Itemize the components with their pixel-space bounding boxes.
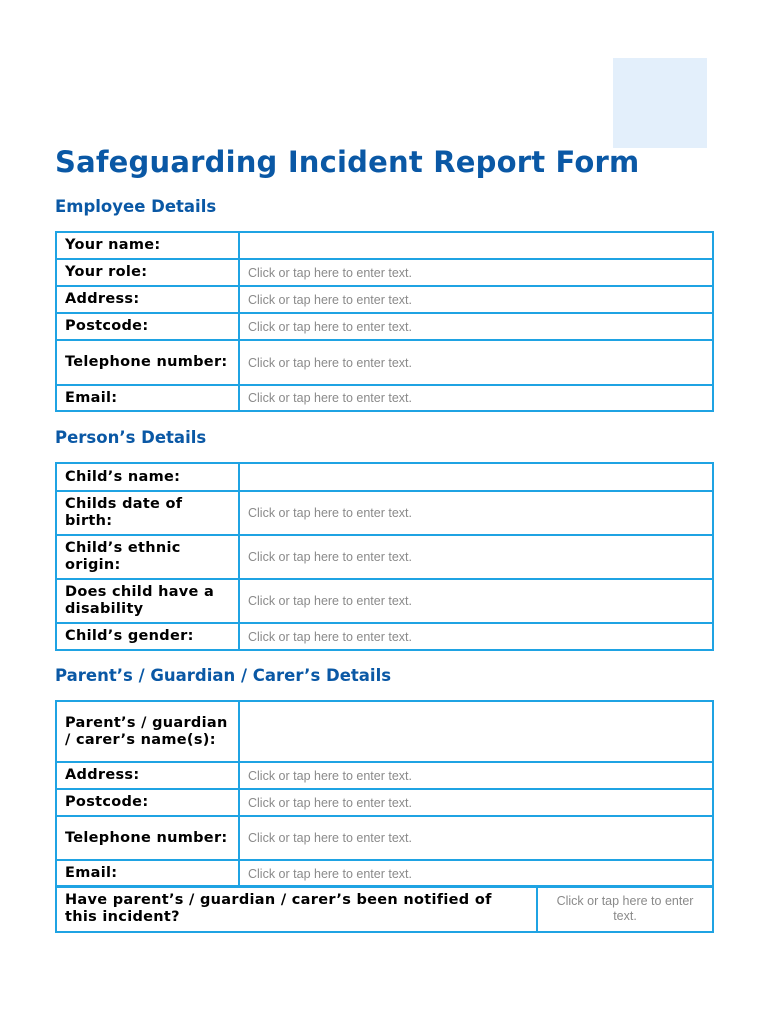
notified-table xyxy=(55,885,714,933)
child-gender-field[interactable]: Click or tap here to enter text. xyxy=(239,623,713,650)
child-disability-field[interactable]: Click or tap here to enter text. xyxy=(239,579,713,623)
address-field[interactable]: Click or tap here to enter text. xyxy=(239,286,713,313)
parent-row-email xyxy=(56,860,713,887)
notified-label: Have parent’s / guardian / carer’s been notified of this incident? xyxy=(56,886,537,932)
parent-telephone-field[interactable]: Click or tap here to enter text. xyxy=(239,816,713,860)
your-role-field[interactable]: Click or tap here to enter text. xyxy=(239,259,713,286)
child-disability-label: Does child have a disability xyxy=(56,579,239,623)
address-label: Address: xyxy=(56,286,239,313)
postcode-label: Postcode: xyxy=(56,313,239,340)
person-details-table xyxy=(55,462,714,651)
parent-details-heading: Parent’s / Guardian / Carer’s Details xyxy=(55,666,392,685)
postcode-field[interactable]: Click or tap here to enter text. xyxy=(239,313,713,340)
child-ethnic-origin-label: Child’s ethnic origin: xyxy=(56,535,239,579)
child-name-field[interactable] xyxy=(239,463,713,491)
parent-postcode-field[interactable]: Click or tap here to enter text. xyxy=(239,789,713,816)
employee-details-heading: Employee Details xyxy=(55,197,217,216)
child-name-label: Child’s name: xyxy=(56,463,239,491)
parent-row-name xyxy=(56,701,713,762)
telephone-label: Telephone number: xyxy=(56,340,239,385)
employee-details-table xyxy=(55,231,714,412)
employee-row-email xyxy=(56,385,713,411)
parent-email-field[interactable]: Click or tap here to enter text. xyxy=(239,860,713,887)
child-dob-field[interactable]: Click or tap here to enter text. xyxy=(239,491,713,535)
email-label: Email: xyxy=(56,385,239,411)
employee-row-role xyxy=(56,259,713,286)
parent-address-label: Address: xyxy=(56,762,239,789)
telephone-field[interactable]: Click or tap here to enter text. xyxy=(239,340,713,385)
parent-details-table xyxy=(55,700,714,888)
employee-row-telephone xyxy=(56,340,713,385)
page-title: Safeguarding Incident Report Form xyxy=(55,145,640,179)
employee-row-address xyxy=(56,286,713,313)
your-name-label: Your name: xyxy=(56,232,239,259)
employee-row-name xyxy=(56,232,713,259)
your-role-label: Your role: xyxy=(56,259,239,286)
person-details-heading: Person’s Details xyxy=(55,428,207,447)
parent-name-field[interactable] xyxy=(239,701,713,762)
person-row-gender xyxy=(56,623,713,650)
parent-postcode-label: Postcode: xyxy=(56,789,239,816)
person-row-disability xyxy=(56,579,713,623)
child-ethnic-origin-field[interactable]: Click or tap here to enter text. xyxy=(239,535,713,579)
person-row-ethnic-origin xyxy=(56,535,713,579)
parent-telephone-label: Telephone number: xyxy=(56,816,239,860)
parent-address-field[interactable]: Click or tap here to enter text. xyxy=(239,762,713,789)
parent-row-telephone xyxy=(56,816,713,860)
notified-field[interactable]: Click or tap here to enter text. xyxy=(537,886,713,932)
email-field[interactable]: Click or tap here to enter text. xyxy=(239,385,713,411)
person-row-name xyxy=(56,463,713,491)
parent-email-label: Email: xyxy=(56,860,239,887)
logo-placeholder xyxy=(613,58,707,148)
child-gender-label: Child’s gender: xyxy=(56,623,239,650)
child-dob-label: Childs date of birth: xyxy=(56,491,239,535)
person-row-dob xyxy=(56,491,713,535)
employee-row-postcode xyxy=(56,313,713,340)
your-name-field[interactable] xyxy=(239,232,713,259)
parent-row-postcode xyxy=(56,789,713,816)
parent-name-label: Parent’s / guardian / carer’s name(s): xyxy=(56,701,239,762)
notified-row xyxy=(56,886,713,932)
parent-row-address xyxy=(56,762,713,789)
